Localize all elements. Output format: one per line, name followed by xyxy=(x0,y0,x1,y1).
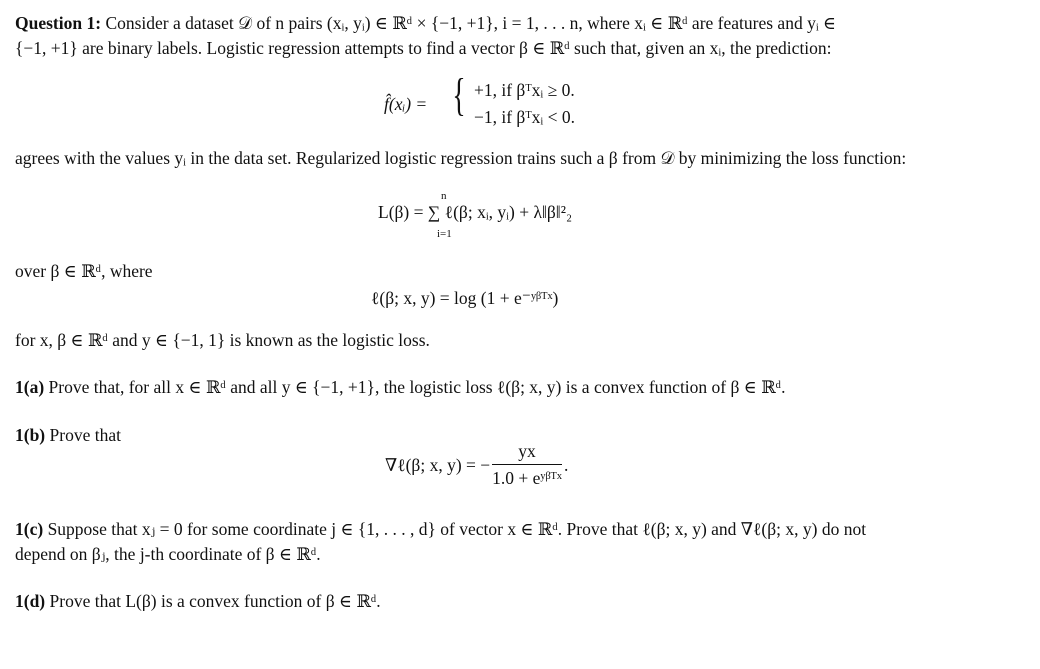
question-intro-line3: agrees with the values yᵢ in the data set. Regularized logistic regression trains such a β from 𝒟 by minimizing the loss function: xyxy=(15,148,907,168)
part-c-label: 1(c) xyxy=(15,519,44,539)
gradient-period: . xyxy=(563,454,569,475)
part-b-label: 1(b) xyxy=(15,425,46,445)
prediction-case-negative: −1, if βᵀxᵢ < 0. xyxy=(474,107,576,127)
question-title: Question 1: xyxy=(15,13,102,33)
part-d xyxy=(15,590,381,612)
part-b xyxy=(15,424,121,446)
prediction-case-positive: +1, if βᵀxᵢ ≥ 0. xyxy=(474,80,575,100)
loss-function-equation: L(β) = ∑ ℓ(β; xᵢ, yᵢ) + λ‖β‖²₂ xyxy=(378,202,573,222)
gradient-equation xyxy=(385,440,568,489)
prediction-lhs: f̂(xᵢ) = xyxy=(384,94,428,114)
part-a-label: 1(a) xyxy=(15,377,45,397)
gradient-denominator: 1.0 + eʸᵝᵀˣ xyxy=(492,468,562,488)
part-c-line1 xyxy=(15,518,866,540)
part-d-text: Prove that L(β) is a convex function of β ∈ ℝᵈ. xyxy=(49,591,381,611)
gradient-lhs: ∇ℓ(β; x, y) = − xyxy=(385,454,491,475)
sum-lower-limit: i=1 xyxy=(437,228,452,240)
question-intro-line1 xyxy=(15,12,836,34)
prediction-brace: { xyxy=(452,69,466,120)
prediction-equation xyxy=(384,85,428,114)
sum-upper-limit: n xyxy=(441,190,447,202)
part-c-text-1: Suppose that xⱼ = 0 for some coordinate j ∈ {1, . . . , d} of vector x ∈ ℝᵈ. Prove that ℓ(β; x, y) and ∇ℓ(β; x, y) do not xyxy=(47,519,867,539)
intro-text-1: Consider a dataset 𝒟 of n pairs (xᵢ, yᵢ) ∈ ℝᵈ × {−1, +1}, i = 1, . . . n, where xᵢ ∈ ℝᵈ are features and yᵢ ∈ xyxy=(105,13,837,33)
part-a xyxy=(15,376,785,398)
part-d-label: 1(d) xyxy=(15,591,46,611)
gradient-fraction xyxy=(492,440,562,489)
question-intro-line4: over β ∈ ℝᵈ, where xyxy=(15,261,153,281)
question-intro-line5: for x, β ∈ ℝᵈ and y ∈ {−1, 1} is known as the logistic loss. xyxy=(15,330,430,350)
part-a-text: Prove that, for all x ∈ ℝᵈ and all y ∈ {−1, +1}, the logistic loss ℓ(β; x, y) is a convex function of β ∈ ℝᵈ. xyxy=(48,377,786,397)
logistic-loss-equation: ℓ(β; x, y) = log (1 + e⁻ʸᵝᵀˣ) xyxy=(371,288,559,308)
part-c-line2: depend on βⱼ, the j-th coordinate of β ∈ ℝᵈ. xyxy=(15,544,321,564)
question-intro-line2: {−1, +1} are binary labels. Logistic regression attempts to find a vector β ∈ ℝᵈ such that, given an xᵢ, the prediction: xyxy=(15,38,832,58)
part-b-text: Prove that xyxy=(49,425,121,445)
gradient-numerator: yx xyxy=(492,440,562,465)
